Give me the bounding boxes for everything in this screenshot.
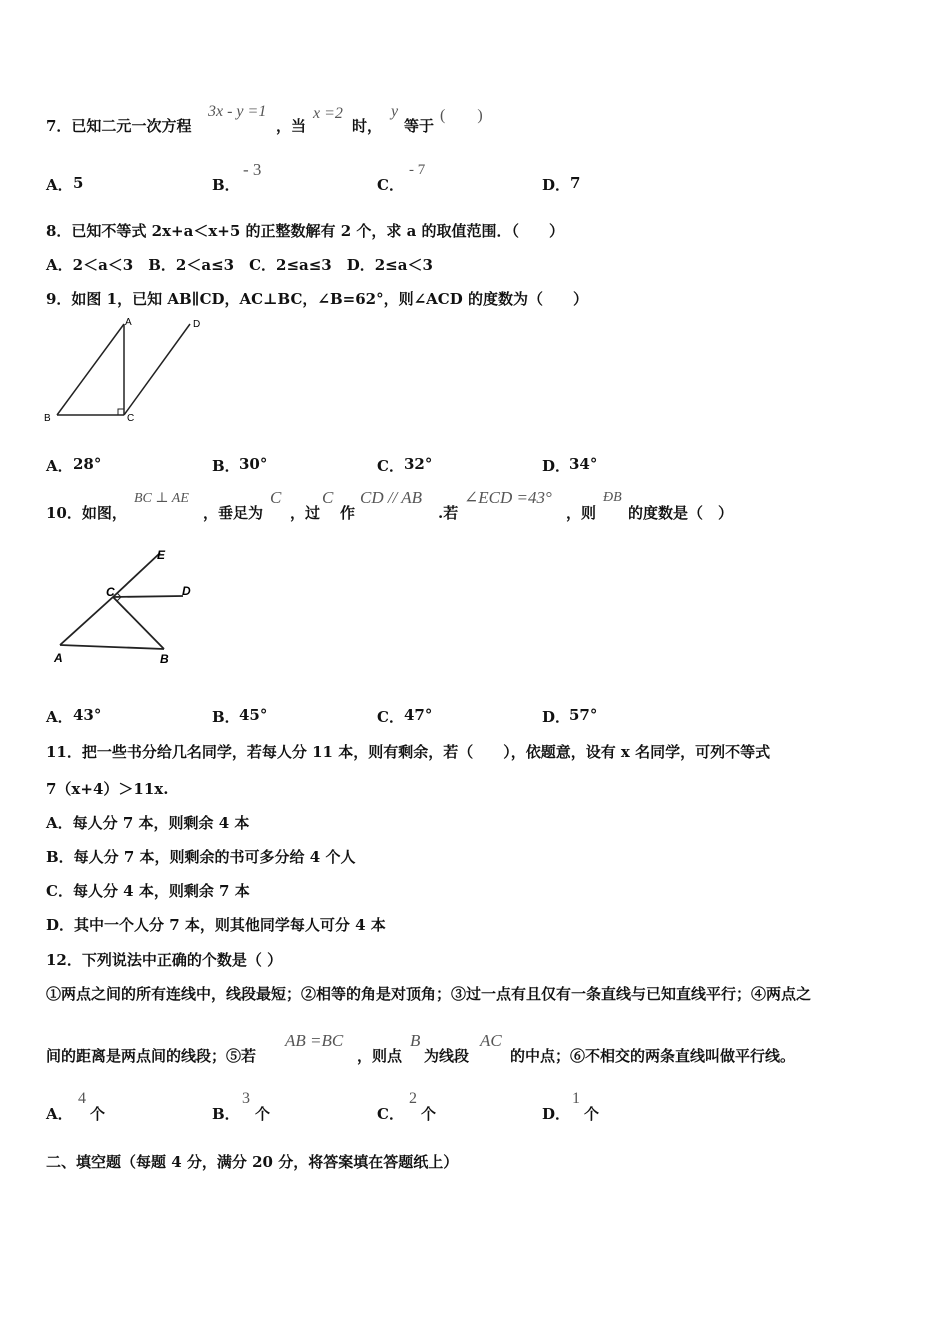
q9-option-b-label: B． — [212, 457, 240, 475]
q10-line-ca — [60, 597, 113, 645]
q7-suffix: 等于 — [404, 117, 435, 135]
q10-option-c: 47° — [404, 706, 433, 724]
q9-label-d: D — [193, 319, 201, 330]
q7-option-a: 5 — [73, 174, 84, 192]
q12-statements-line2d: 的中点；⑥不相交的两条直线叫做平行线。 — [510, 1047, 796, 1065]
q9-right-angle-mark — [118, 409, 124, 415]
q12-option-a-num: 4 — [78, 1090, 86, 1107]
q10-line-cd — [113, 596, 183, 597]
q7-option-c-label: C． — [377, 176, 404, 194]
q11-stem-line2: 7（x+4）＞11x. — [46, 780, 169, 798]
q12-option-b-label: B． — [212, 1105, 240, 1123]
q9-option-c-label: C． — [377, 457, 404, 475]
q12-segment-ac: AC — [480, 1031, 502, 1050]
q9-label-b: B — [44, 413, 51, 424]
q9-option-a-label: A． — [46, 457, 73, 475]
q10-expr-bc-perp-ae: BC ⊥ AE — [134, 491, 189, 506]
q10-label-a: A — [54, 651, 63, 665]
q10-option-c-label: C． — [377, 708, 404, 726]
q7-stem: 7．已知二元一次方程 — [46, 117, 192, 135]
q7-option-b: - 3 — [243, 160, 262, 179]
q12-option-a-label: A． — [46, 1105, 73, 1123]
q10-text-2: ，过 — [290, 504, 321, 522]
q10-option-a-label: A． — [46, 708, 73, 726]
q10-expr-angle-ecd: ∠ECD =43° — [464, 488, 552, 507]
q10-expr-cd-parallel-ab: CD // AB — [360, 488, 423, 507]
q9-option-d-label: D． — [542, 457, 571, 475]
q12-statements-line2c: 为线段 — [424, 1047, 470, 1065]
q12-option-b-unit: 个 — [255, 1105, 271, 1123]
q7-paren: ( ) — [440, 107, 483, 124]
q10-option-b-label: B． — [212, 708, 240, 726]
q12-stem: 12．下列说法中正确的个数是（ ） — [46, 951, 283, 969]
q7-equation: 3x - y =1 — [208, 103, 267, 120]
q10-text-3: 作 — [340, 504, 356, 522]
q9-stem: 9．如图 1，已知 AB∥CD，AC⊥BC，∠B=62°，则∠ACD 的度数为（ ） — [46, 290, 588, 308]
q10-point-c-2: C — [322, 488, 334, 507]
q7-option-d-label: D． — [542, 176, 571, 194]
q10-line-ab — [60, 645, 164, 649]
q9-figure — [40, 312, 215, 427]
q11-stem-line1: 11．把一些书分给几名同学，若每人分 11 本，则有剩余，若（ ），依题意，设有 x 名同学，可列不等式 — [46, 743, 771, 761]
q10-text-1: ，垂足为 — [203, 504, 264, 522]
q12-option-b-num: 3 — [242, 1090, 250, 1107]
q9-option-a: 28° — [73, 455, 102, 473]
q10-text-4: .若 — [438, 504, 459, 522]
q10-expr-angle-b: ÐB — [603, 490, 622, 505]
q12-statements-line1: ①两点之间的所有连线中，线段最短；②相等的角是对顶角；③过一点有且仅有一条直线与已知直线平行；④两点之 — [46, 985, 812, 1003]
q7-mid2: 时， — [352, 117, 383, 135]
q10-text-6: 的度数是（ ） — [628, 504, 734, 522]
q10-option-a: 43° — [73, 706, 102, 724]
q10-label-d: D — [182, 584, 191, 598]
q9-option-d: 34° — [569, 455, 598, 473]
q7-option-c: - 7 — [409, 162, 426, 178]
q10-text-5: ，则 — [566, 504, 597, 522]
q12-option-a-unit: 个 — [90, 1105, 106, 1123]
q10-stem-prefix: 10．如图， — [46, 504, 127, 522]
q12-option-c-unit: 个 — [421, 1105, 437, 1123]
q12-option-d-num: 1 — [572, 1090, 580, 1107]
q7-condition: x =2 — [313, 105, 343, 122]
q11-option-c: C．每人分 4 本，则剩余 7 本 — [46, 882, 250, 900]
q10-option-d-label: D． — [542, 708, 571, 726]
q9-option-c: 32° — [404, 455, 433, 473]
q10-figure — [50, 538, 210, 670]
q10-ray-ce — [113, 553, 160, 597]
q7-var: y — [391, 103, 399, 120]
q12-point-b: B — [410, 1031, 421, 1050]
q11-option-a: A．每人分 7 本，则剩余 4 本 — [46, 814, 250, 832]
q12-statements-line2b: ，则点 — [357, 1047, 403, 1065]
q12-option-d-unit: 个 — [584, 1105, 600, 1123]
q7-option-a-label: A． — [46, 176, 73, 194]
q11-option-d: D．其中一个人分 7 本，则其他同学每人可分 4 本 — [46, 916, 386, 934]
q10-label-c: C — [106, 585, 115, 599]
q7-option-d: 7 — [570, 174, 581, 192]
q9-line-ab — [57, 324, 124, 415]
q10-option-b: 45° — [239, 706, 268, 724]
q11-option-b: B．每人分 7 本，则剩余的书可多分给 4 个人 — [46, 848, 356, 866]
q8-stem: 8．已知不等式 2x+a＜x+5 的正整数解有 2 个，求 a 的取值范围．（ ） — [46, 222, 565, 240]
q7-option-b-label: B． — [212, 176, 240, 194]
q12-option-c-label: C． — [377, 1105, 404, 1123]
q12-expr-ab-eq-bc: AB =BC — [285, 1031, 344, 1050]
q12-option-c-num: 2 — [409, 1090, 417, 1107]
q12-option-d-label: D． — [542, 1105, 571, 1123]
q12-statements-line2a: 间的距离是两点间的线段；⑤若 — [46, 1047, 257, 1065]
q8-options: A．2＜a＜3 B．2＜a≤3 C．2≤a≤3 D．2≤a＜3 — [46, 256, 433, 274]
q10-option-d: 57° — [569, 706, 598, 724]
q9-option-b: 30° — [239, 455, 268, 473]
q10-label-e: E — [157, 548, 166, 562]
q9-label-c: C — [127, 413, 135, 424]
q10-label-b: B — [160, 652, 169, 666]
q7-mid1: ，当 — [276, 117, 307, 135]
section-2-heading: 二、填空题（每题 4 分，满分 20 分，将答案填在答题纸上） — [46, 1153, 459, 1171]
q10-line-cb — [113, 597, 164, 649]
q10-point-c-1: C — [270, 488, 282, 507]
q9-label-a: A — [125, 317, 132, 328]
q9-line-cd — [124, 324, 190, 415]
